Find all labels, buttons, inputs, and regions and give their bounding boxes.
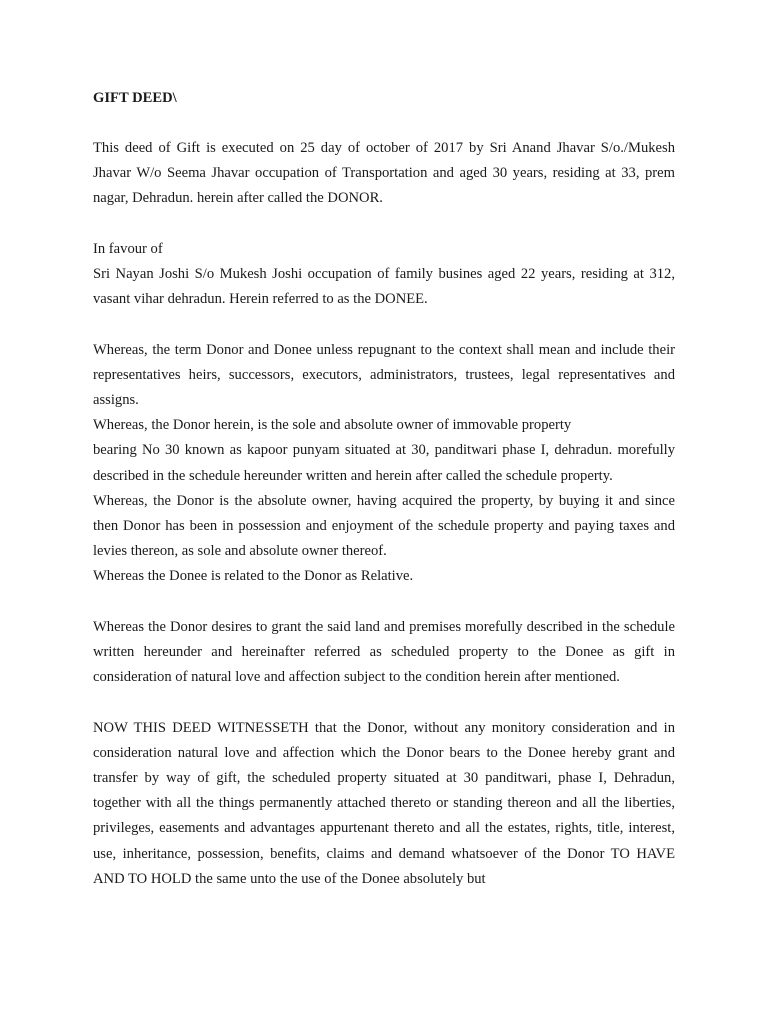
spacer xyxy=(93,212,675,237)
intro-paragraph: This deed of Gift is executed on 25 day of october of 2017 by Sri Anand Jhavar S/o./Mukesh Jhavar W/o Seema Jhavar occupation of Transportation and aged 30 years, residing at 33, prem nagar, Dehradun. herein after called the DONOR. xyxy=(93,140,675,207)
witnesseth-paragraph: NOW THIS DEED WITNESSETH that the Donor, without any monitory consideration and in consideration natural love and affection which the Donor bears to the Donee hereby grant and transfer by way of gift, the scheduled property situated at 30 panditwari, phase I, Dehradun, together with all the things permanently attached thereto or standing thereon and all the liberties, privileges, easements and advantages appurtenant thereto and all the estates, rights, title, interest, use, inheritance, possession, benefits, claims and demand whatsoever of the Donor TO HAVE AND TO HOLD the same unto the use of the Donee absolutely but xyxy=(93,719,675,887)
favour-heading: In favour of xyxy=(93,240,163,257)
spacer xyxy=(93,111,675,136)
whereas-owner-line: Whereas, the Donor herein, is the sole and absolute owner of immovable property xyxy=(93,417,572,434)
spacer xyxy=(93,690,675,715)
whereas-acquired-paragraph: Whereas, the Donor is the absolute owner, having acquired the property, by buying it and since then Donor has been in possession and enjoyment of the schedule property and paying taxes and levies thereon, as sole and absolute owner thereof. xyxy=(93,492,675,560)
whereas-related-line: Whereas the Donee is related to the Donor as Relative. xyxy=(93,568,414,585)
bearing-paragraph: bearing No 30 known as kapoor punyam situated at 30, panditwari phase I, dehradun. morefully described in the schedule hereunder written and herein after called the schedule property. xyxy=(93,442,675,484)
document-title: GIFT DEED\ xyxy=(93,90,177,106)
spacer xyxy=(93,312,675,337)
whereas-terms-paragraph: Whereas, the term Donor and Donee unless repugnant to the context shall mean and include their representatives heirs, successors, executors, administrators, trustees, legal representatives and assigns. xyxy=(93,341,675,408)
whereas-desires-paragraph: Whereas the Donor desires to grant the said land and premises morefully described in the schedule written hereunder and hereinafter referred as scheduled property to the Donee as gift in consideration of natural love and affection subject to the condition herein after mentioned. xyxy=(93,618,675,686)
document-page xyxy=(93,86,675,892)
spacer xyxy=(93,590,675,615)
donee-paragraph: Sri Nayan Joshi S/o Mukesh Joshi occupation of family busines aged 22 years, residing at 312, vasant vihar dehradun. Herein referred to as the DONEE. xyxy=(93,266,675,308)
